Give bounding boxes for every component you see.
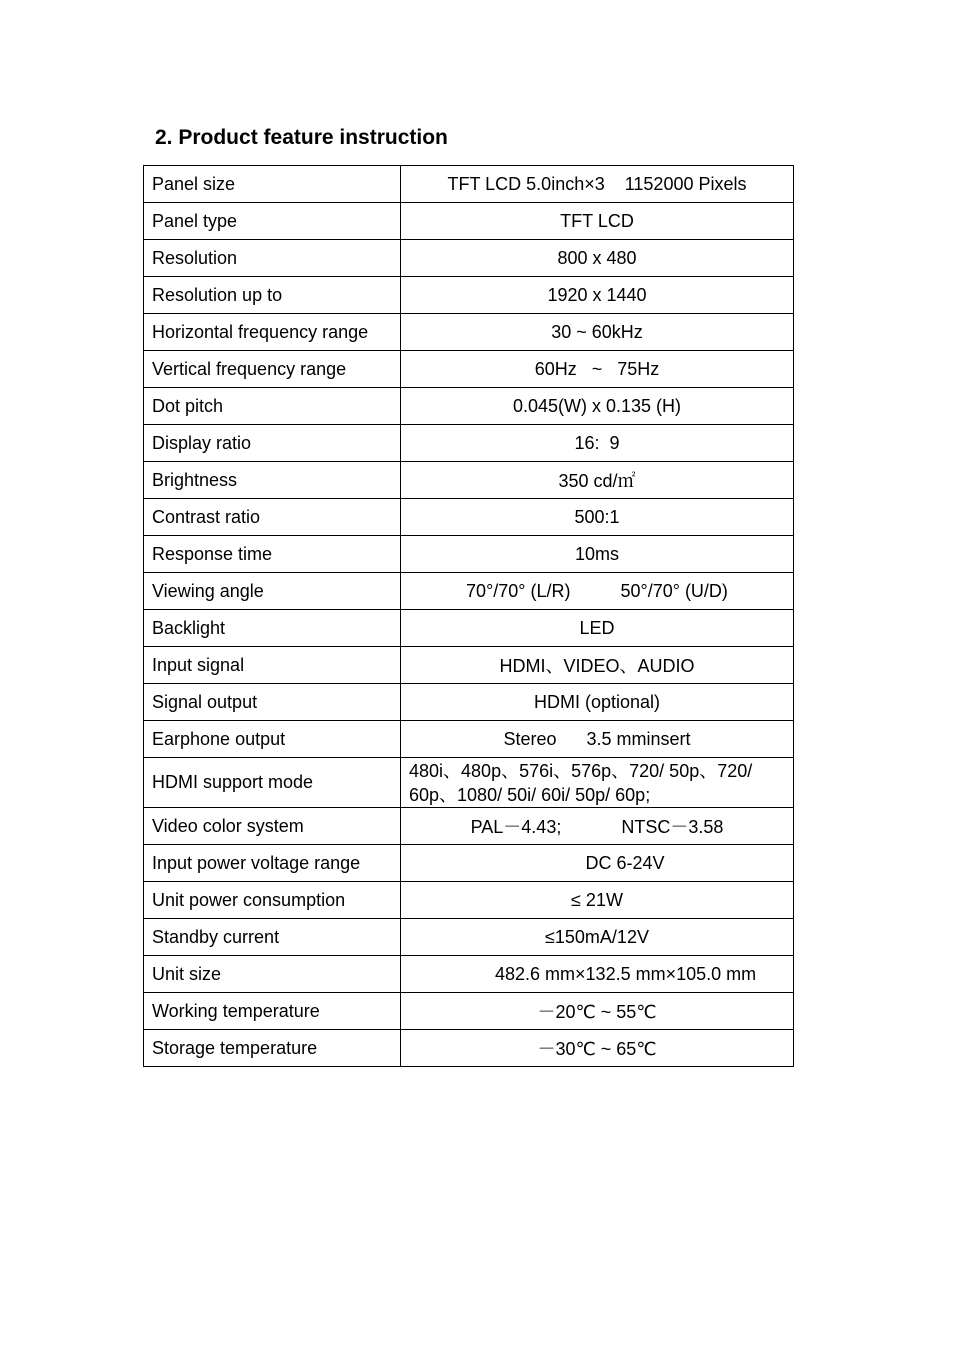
- table-row: [144, 166, 794, 203]
- table-row: [144, 277, 794, 314]
- table-row: [144, 647, 794, 684]
- row-value-working-temperature: －20℃ ~ 55℃: [401, 993, 794, 1030]
- row-value-contrast-ratio: 500:1: [401, 499, 794, 536]
- row-label-response-time: Response time: [144, 536, 401, 573]
- row-value-display-ratio: 16: 9: [401, 425, 794, 462]
- row-label-brightness: Brightness: [144, 462, 401, 499]
- row-label-video-color-system: Video color system: [144, 808, 401, 845]
- row-value-panel-type: TFT LCD: [401, 203, 794, 240]
- row-label-resolution-up-to: Resolution up to: [144, 277, 401, 314]
- row-label-storage-temperature: Storage temperature: [144, 1030, 401, 1067]
- row-value-unit-power-consumption: ≤ 21W: [401, 882, 794, 919]
- row-value-input-power-voltage: DC 6-24V: [401, 845, 794, 882]
- table-row: [144, 919, 794, 956]
- row-label-signal-output: Signal output: [144, 684, 401, 721]
- table-row: [144, 425, 794, 462]
- table-row: [144, 536, 794, 573]
- row-label-unit-power-consumption: Unit power consumption: [144, 882, 401, 919]
- table-row: [144, 758, 794, 808]
- row-value-earphone-output: Stereo 3.5 mminsert: [401, 721, 794, 758]
- row-label-panel-type: Panel type: [144, 203, 401, 240]
- row-label-resolution: Resolution: [144, 240, 401, 277]
- row-label-backlight: Backlight: [144, 610, 401, 647]
- table-row: [144, 203, 794, 240]
- table-row: [144, 882, 794, 919]
- table-row: [144, 351, 794, 388]
- row-value-vertical-frequency: 60Hz ~ 75Hz: [401, 351, 794, 388]
- row-label-hdmi-support-mode: HDMI support mode: [144, 758, 401, 808]
- row-value-video-color-system: PAL－4.43; NTSC－3.58: [401, 808, 794, 845]
- product-feature-table: [143, 165, 794, 1067]
- row-label-display-ratio: Display ratio: [144, 425, 401, 462]
- table-row: [144, 1030, 794, 1067]
- row-label-viewing-angle: Viewing angle: [144, 573, 401, 610]
- row-label-standby-current: Standby current: [144, 919, 401, 956]
- row-label-panel-size: Panel size: [144, 166, 401, 203]
- row-value-viewing-angle: 70°/70° (L/R) 50°/70° (U/D): [401, 573, 794, 610]
- table-row: [144, 388, 794, 425]
- row-label-input-power-voltage: Input power voltage range: [144, 845, 401, 882]
- row-label-input-signal: Input signal: [144, 647, 401, 684]
- row-label-contrast-ratio: Contrast ratio: [144, 499, 401, 536]
- row-value-brightness: 350 cd/㎡: [401, 462, 794, 499]
- table-row: [144, 956, 794, 993]
- row-value-dot-pitch: 0.045(W) x 0.135 (H): [401, 388, 794, 425]
- table-row: [144, 845, 794, 882]
- row-label-horizontal-frequency: Horizontal frequency range: [144, 314, 401, 351]
- row-value-horizontal-frequency: 30 ~ 60kHz: [401, 314, 794, 351]
- row-value-unit-size: 482.6 mm×132.5 mm×105.0 mm: [401, 956, 794, 993]
- row-label-vertical-frequency: Vertical frequency range: [144, 351, 401, 388]
- table-row: [144, 240, 794, 277]
- row-label-earphone-output: Earphone output: [144, 721, 401, 758]
- table-row: [144, 684, 794, 721]
- section-heading: 2. Product feature instruction: [155, 126, 448, 149]
- row-value-hdmi-support-mode: 480i、480p、576i、576p、720/ 50p、720/ 60p、1080/ 50i/ 60i/ 50p/ 60p;: [401, 758, 794, 808]
- table-row: [144, 314, 794, 351]
- table-row: [144, 721, 794, 758]
- row-value-storage-temperature: －30℃ ~ 65℃: [401, 1030, 794, 1067]
- row-label-unit-size: Unit size: [144, 956, 401, 993]
- row-value-resolution: 800 x 480: [401, 240, 794, 277]
- row-label-dot-pitch: Dot pitch: [144, 388, 401, 425]
- table-row: [144, 993, 794, 1030]
- row-value-input-signal: HDMI、VIDEO、AUDIO: [401, 647, 794, 684]
- table-row: [144, 499, 794, 536]
- row-value-resolution-up-to: 1920 x 1440: [401, 277, 794, 314]
- row-value-response-time: 10ms: [401, 536, 794, 573]
- table-row: [144, 808, 794, 845]
- row-value-standby-current: ≤150mA/12V: [401, 919, 794, 956]
- row-value-signal-output: HDMI (optional): [401, 684, 794, 721]
- table-row: [144, 462, 794, 499]
- row-value-backlight: LED: [401, 610, 794, 647]
- row-label-working-temperature: Working temperature: [144, 993, 401, 1030]
- table-row: [144, 610, 794, 647]
- row-value-panel-size: TFT LCD 5.0inch×3 1152000 Pixels: [401, 166, 794, 203]
- table-row: [144, 573, 794, 610]
